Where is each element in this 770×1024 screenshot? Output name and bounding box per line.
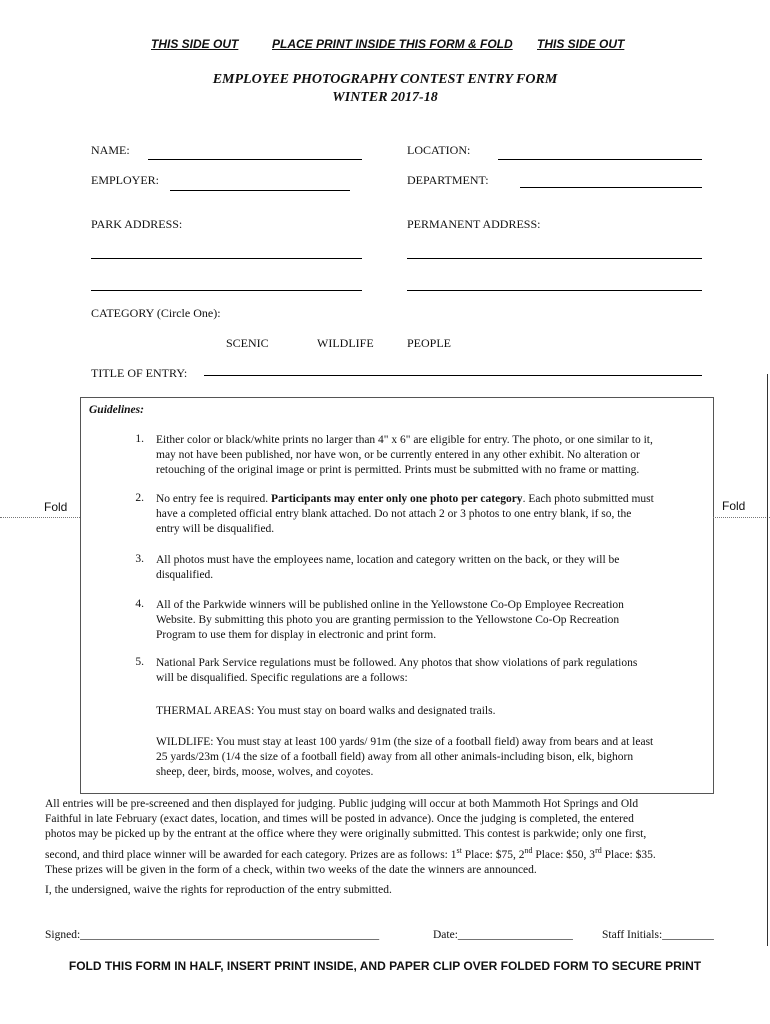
guideline-3: All photos must have the employees name, location and category written on the back, or they will be disqualified.	[156, 554, 620, 581]
guideline-4: All of the Parkwide winners will be published online in the Yellowstone Co-Op Employee Recreation Website. By submitting this photo you are granting permission to the Yellowstone Co-Op Recreation Program to use them for display in electronic and print form.	[156, 599, 624, 641]
employer-field[interactable]	[170, 190, 350, 191]
place-print-instruction: PLACE PRINT INSIDE THIS FORM & FOLD	[272, 37, 513, 51]
category-scenic[interactable]: SCENIC	[226, 336, 269, 350]
title-of-entry-label: TITLE OF ENTRY:	[91, 366, 188, 380]
judging-paragraph: All entries will be pre-screened and then displayed for judging. Public judging will occur at both Mammoth Hot Springs and Old Faithful in late February (exact dates, location, and times will be posted in advance). Once the judging is completed, the entered photos may be picked up by the entrant at the office where they were originally submitted. This contest is parkwide; only one first, second, and third place winner will be awarded for each category. Prizes are as follows: 1st Place: $75, 2nd Place: $50, 3rd Place: $35. These prizes will be given in the form of a check, within two weeks of the date the winners are announced.	[45, 798, 656, 876]
permanent-address-line-1[interactable]	[407, 258, 702, 259]
wildlife-rule: WILDLIFE: You must stay at least 100 yards/ 91m (the size of a football field) away from bears and at least 25 yards/23m (1/4 the size of a football field) away from all other animals-including bison, elk, bighorn sheep, deer, birds, moose, wolves, and coyotes.	[156, 736, 654, 778]
form-title: EMPLOYEE PHOTOGRAPHY CONTEST ENTRY FORM	[212, 72, 558, 87]
form-season: WINTER 2017-18	[332, 90, 438, 105]
guidelines-heading: Guidelines:	[89, 404, 144, 416]
department-field[interactable]	[520, 187, 702, 188]
guideline-5: National Park Service regulations must be followed. Any photos that show violations of park regulations will be disqualified. Specific regulations are a follows:	[156, 657, 638, 684]
title-of-entry-field[interactable]	[204, 375, 702, 376]
permanent-address-line-2[interactable]	[407, 290, 702, 291]
waiver-statement: I, the undersigned, waive the rights for reproduction of the entry submitted.	[45, 884, 392, 896]
permanent-address-label: PERMANENT ADDRESS:	[407, 217, 541, 231]
thermal-areas-rule: THERMAL AREAS: You must stay on board walks and designated trails.	[156, 705, 496, 717]
park-address-line-1[interactable]	[91, 258, 362, 259]
page-edge-line	[767, 374, 768, 946]
park-address-label: PARK ADDRESS:	[91, 217, 183, 231]
guideline-1-number: 1.	[135, 433, 144, 445]
guideline-4-number: 4.	[135, 598, 144, 610]
name-field[interactable]	[148, 159, 362, 160]
category-wildlife[interactable]: WILDLIFE	[317, 336, 374, 350]
park-address-line-2[interactable]	[91, 290, 362, 291]
fold-label-right: Fold	[722, 499, 746, 513]
guideline-2-number: 2.	[135, 492, 144, 504]
staff-initials-field[interactable]: Staff Initials:_________	[602, 929, 714, 941]
fold-line-right	[713, 517, 770, 518]
name-label: NAME:	[91, 143, 130, 157]
signed-field[interactable]: Signed:____________________________________________________	[45, 929, 380, 941]
department-label: DEPARTMENT:	[407, 173, 489, 187]
fold-instructions-footer: FOLD THIS FORM IN HALF, INSERT PRINT INSIDE, AND PAPER CLIP OVER FOLDED FORM TO SECURE PRINT	[68, 959, 702, 973]
guideline-3-number: 3.	[135, 553, 144, 565]
this-side-out-left: THIS SIDE OUT	[151, 37, 239, 51]
category-people[interactable]: PEOPLE	[407, 336, 452, 350]
date-field[interactable]: Date:____________________	[433, 929, 573, 941]
guideline-5-number: 5.	[135, 656, 144, 668]
guideline-2: No entry fee is required. Participants may enter only one photo per category. Each photo submitted must have a completed official entry blank attached. Do not attach 2 or 3 photos to one entry blank, if so, the entry will be disqualified.	[156, 493, 654, 535]
location-field[interactable]	[498, 159, 702, 160]
fold-label-left: Fold	[44, 500, 68, 514]
guideline-1: Either color or black/white prints no larger than 4" x 6" are eligible for entry. The photo, or one similar to it, may not have been published, nor have won, or be currently entered in any other exhibit. No alteration or retouching of the original image or print is permitted. Prints must be submitted with no frame or matting.	[156, 434, 653, 476]
employer-label: EMPLOYER:	[91, 173, 160, 187]
location-label: LOCATION:	[407, 143, 471, 157]
fold-line-left	[0, 517, 80, 518]
this-side-out-right: THIS SIDE OUT	[537, 37, 625, 51]
category-label: CATEGORY (Circle One):	[91, 306, 221, 320]
